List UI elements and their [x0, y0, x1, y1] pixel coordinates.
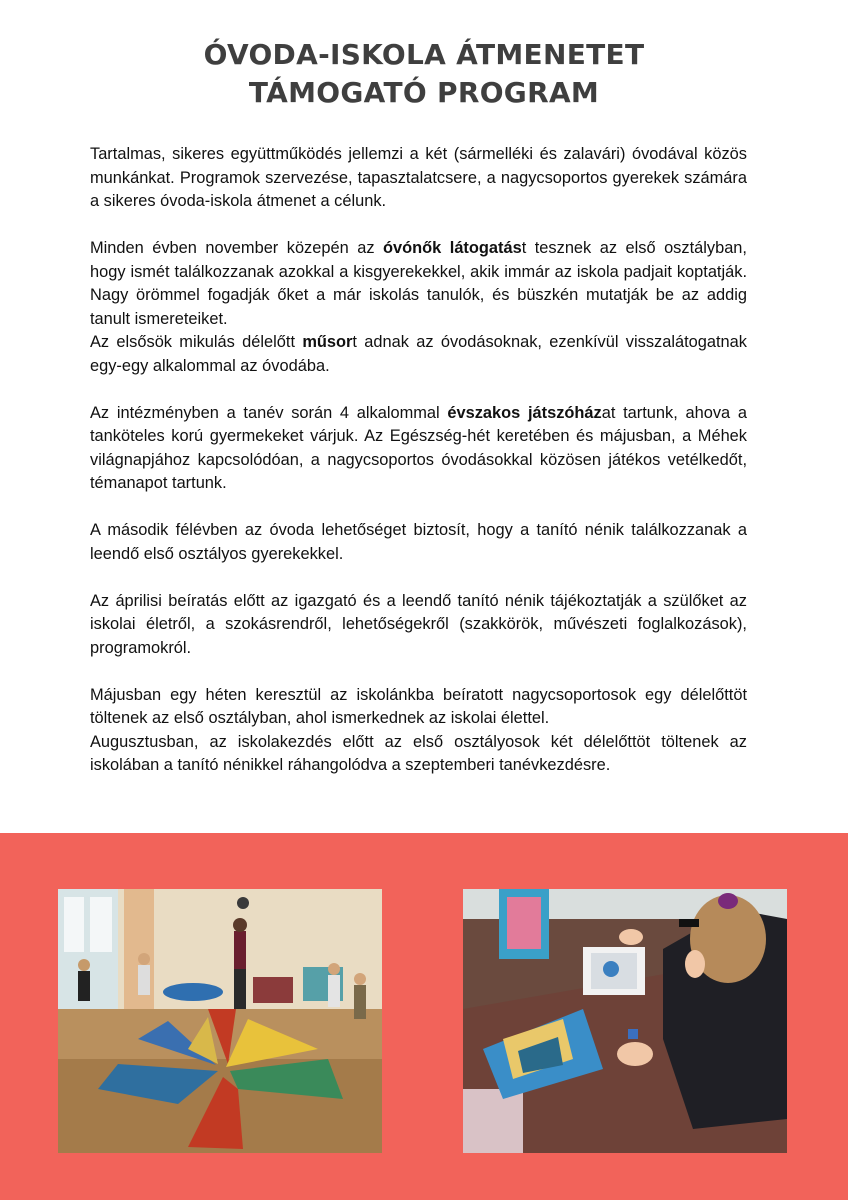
gym-scene-illustration: [58, 889, 382, 1153]
paragraph-teacher-visit: [90, 237, 747, 331]
paragraph-august-days: Augusztusban, az iskolakezdés előtt az első osztályosok két délelőttöt töltenek az iskolában a tanító nénikkel ráhangolódva a szeptemberi tanévkezdésre.: [90, 732, 747, 774]
paragraph-mikulas-show: [90, 331, 747, 378]
highlight-seasonal-playhouse: évszakos játszóház: [447, 403, 602, 422]
paragraph-cooperation: Tartalmas, sikeres együttműködés jellemzi a két (sármelléki és zalavári) óvodával közös munkánkat. Programok szervezése, tapasztalatcsere, a nagycsoportos gyerekek számára a sikeres óvoda-iskola átmenet a célunk.: [90, 145, 747, 210]
title-line-2: TÁMOGATÓ PROGRAM: [248, 76, 600, 109]
paragraph-may-visit: Májusban egy héten keresztül az iskolánkba beíratott nagycsoportosok egy délelőttöt töltenek az első osztályban, ahol ismerkednek az iskolai élettel.: [90, 685, 747, 727]
highlight-teacher-visit: óvónők látogatás: [383, 239, 522, 257]
text-run: Minden évben november közepén az: [90, 239, 383, 257]
text-run: t tesznek az első osztályban, hogy ismét találkozzanak azokkal a kisgyerekekkel, akik immár az iskola padjait koptatják. Nagy örömmel fogadják őket a már iskolás tanulók, és büszkén mutatják be az addig tanult ismereteiket.: [90, 239, 747, 328]
text-run: Az intézményben a tanév során 4 alkalommal: [90, 403, 448, 422]
paragraph-seasonal-playhouse: [90, 402, 747, 496]
text-run: t adnak az óvodásoknak, ezenkívül visszalátogatnak egy-egy alkalommal az óvodába.: [90, 333, 747, 375]
paragraph-enrollment: Az áprilisi beíratás előtt az igazgató és a leendő tanító nénik tájékoztatják a szülőket az iskolai életről, a szokásrendről, lehetőségekről (szakkörök, művészeti foglalkozások), programokról.: [90, 591, 747, 657]
text-run: Az elsősök mikulás délelőtt: [90, 333, 303, 351]
paragraph-second-semester: A második félévben az óvoda lehetőséget biztosít, hogy a tanító nénik találkozzanak a leendő első osztályos gyerekekkel.: [90, 521, 747, 563]
photo-girl-puzzle: [463, 889, 787, 1153]
text-run: at tartunk, ahova a tanköteles korú gyermekeket várjuk. Az Egészség-hét keretében és májusban, a Méhek világnapjához kapcsolódóan, a nagycsoportos óvodásokkal közösen játékos vetélkedőt, témanapot tartunk.: [90, 403, 747, 492]
photo-gym-parachute: [58, 889, 382, 1153]
puzzle-scene-illustration: [463, 889, 787, 1153]
title-line-1: ÓVODA-ISKOLA ÁTMENETET: [203, 38, 645, 71]
body-text: [90, 143, 747, 778]
page-title: [0, 36, 848, 112]
highlight-show: műsor: [302, 333, 353, 351]
